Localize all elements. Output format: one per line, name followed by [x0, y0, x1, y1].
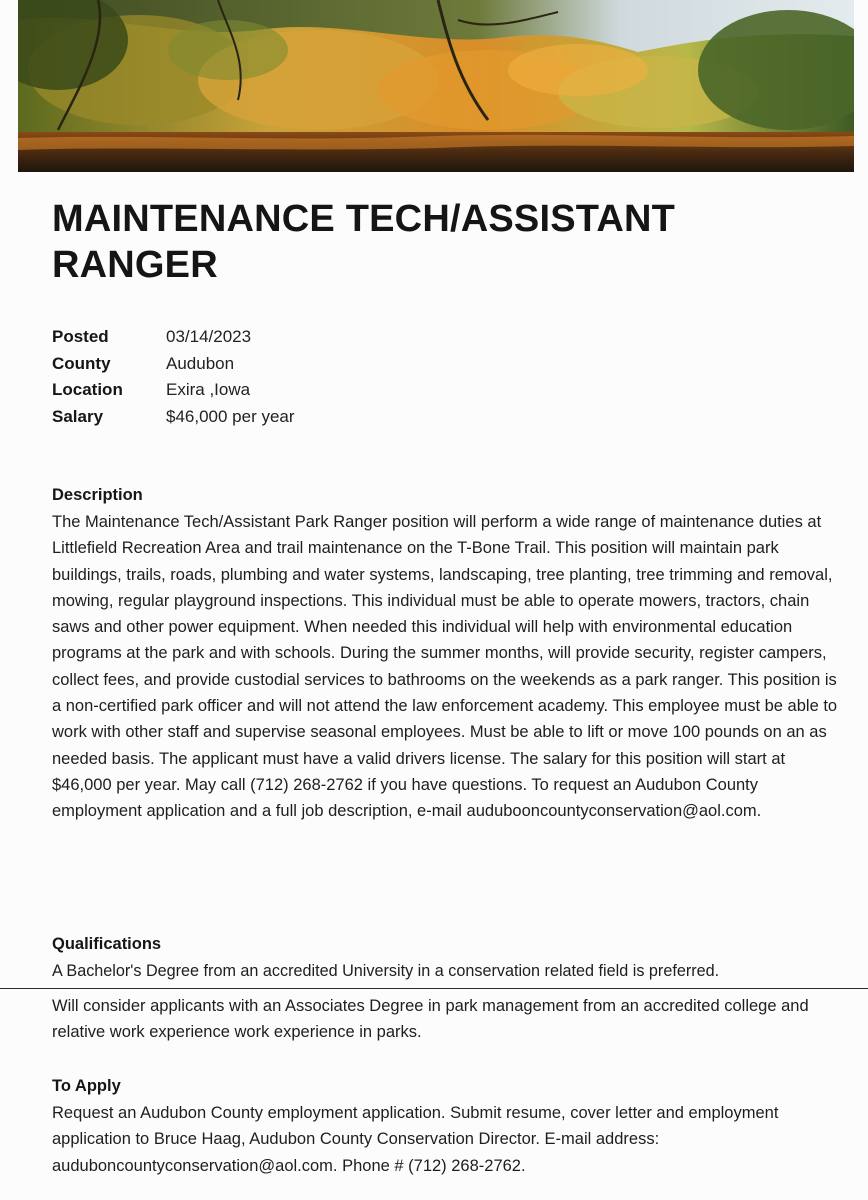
detail-row-posted [52, 324, 295, 351]
job-title [52, 196, 772, 288]
detail-label: Location [52, 380, 123, 399]
detail-value: $46,000 per year [166, 406, 295, 426]
autumn-lake-illustration [18, 0, 854, 172]
qualifications-line-1: A Bachelor's Degree from an accredited University in a conservation related field is preferred. [52, 962, 720, 980]
job-details [52, 324, 295, 430]
apply-text: Request an Audubon County employment application. Submit resume, cover letter and employment application to Bruce Haag, Audubon County Conservation Director. E-mail address: auduboncountyconservation@aol.com. Phone # (712) 268-2762. [52, 1104, 779, 1175]
header-photo [18, 0, 854, 172]
description-heading: Description [52, 486, 143, 504]
description-text: The Maintenance Tech/Assistant Park Ranger position will perform a wide range of maintenance duties at Littlefield Recreation Area and trail maintenance on the T-Bone Trail. This position will maintain park buildings, trails, roads, plumbing and water systems, landscaping, tree planting, tree trimming and removal, mowing, regular playground inspections. This individual must be able to operate mowers, tractors, chain saws and other power equipment. When needed this individual will help with environmental education programs at the park and with schools. During the summer months, will provide security, register campers, collect fees, and provide custodial services to bathrooms on the weekends as a park ranger. This position is a non-certified park officer and will not attend the law enforcement academy. This employee must be able to work with other staff and supervise seasonal employees. Must be able to lift or move 100 pounds on an as needed basis. The applicant must have a valid drivers license. The salary for this position will start at $46,000 per year. May call (712) 268-2762 if you have questions. To request an Audubon County employment application and a full job description, e-mail audubooncountyconservation@aol.com. [52, 513, 838, 821]
detail-value: Audubon [166, 353, 235, 373]
job-title-line-1: MAINTENANCE TECH/ASSISTANT [52, 198, 676, 240]
detail-row-county [52, 351, 295, 378]
detail-label: County [52, 353, 111, 373]
detail-value: Exira ,Iowa [166, 380, 251, 399]
apply-heading: To Apply [52, 1077, 121, 1095]
qualifications-heading: Qualifications [52, 935, 162, 953]
detail-label: Salary [52, 406, 104, 426]
qualifications-line-2: Will consider applicants with an Associates Degree in park management from an accredited college and relative work experience work experience in parks. [52, 997, 809, 1042]
job-title-line-2: RANGER [52, 244, 218, 286]
detail-value: 03/14/2023 [166, 327, 252, 346]
detail-row-location [52, 377, 295, 404]
detail-label: Posted [52, 327, 109, 346]
divider [0, 988, 868, 989]
detail-row-salary [52, 404, 295, 431]
